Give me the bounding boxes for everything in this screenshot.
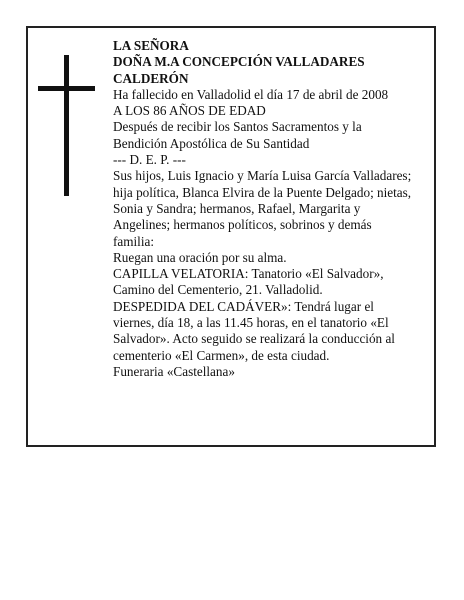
title-line: LA SEÑORA [113, 38, 189, 53]
cross-icon [64, 55, 69, 196]
death-statement: Ha fallecido en Valladolid el día 17 de abril de 2008 [113, 86, 389, 102]
sacraments-line: Después de recibir los Santos Sacramentos y la Bendición Apostólica de Su Santidad [113, 119, 362, 151]
funeral-home: Funeraria «Castellana» [113, 363, 235, 379]
rip-line: --- D. E. P. --- [113, 152, 186, 168]
chapel-info: CAPILLA VELATORIA: Tanatorio «El Salvador», Camino del Cementerio, 21. Valladolid. [113, 266, 384, 298]
deceased-name: DOÑA M.A CONCEPCIÓN VALLADARES CALDERÓN [113, 54, 365, 86]
age-line: A LOS 86 AÑOS DE EDAD [113, 103, 266, 119]
farewell-info: DESPEDIDA DEL CADÁVER»: Tendrá lugar el viernes, día 18, a las 11.45 horas, en el tanatorio «El Salvador». Acto seguido se realizará la conducción al cementerio «El Carmen», de esta ciudad. [113, 298, 395, 363]
cross-icon-bar [38, 86, 95, 91]
family-paragraph: Sus hijos, Luis Ignacio y María Luisa García Valladares; hija política, Blanca Elvira de la Puente Delgado; nietas, Sonia y Sandra; hermanos, Rafael, Margarita y Angelines; hermanos políticos, sobrinos y demás familia: [113, 168, 412, 249]
obituary-text [113, 38, 413, 380]
prayer-request: Ruegan una oración por su alma. [113, 249, 287, 265]
